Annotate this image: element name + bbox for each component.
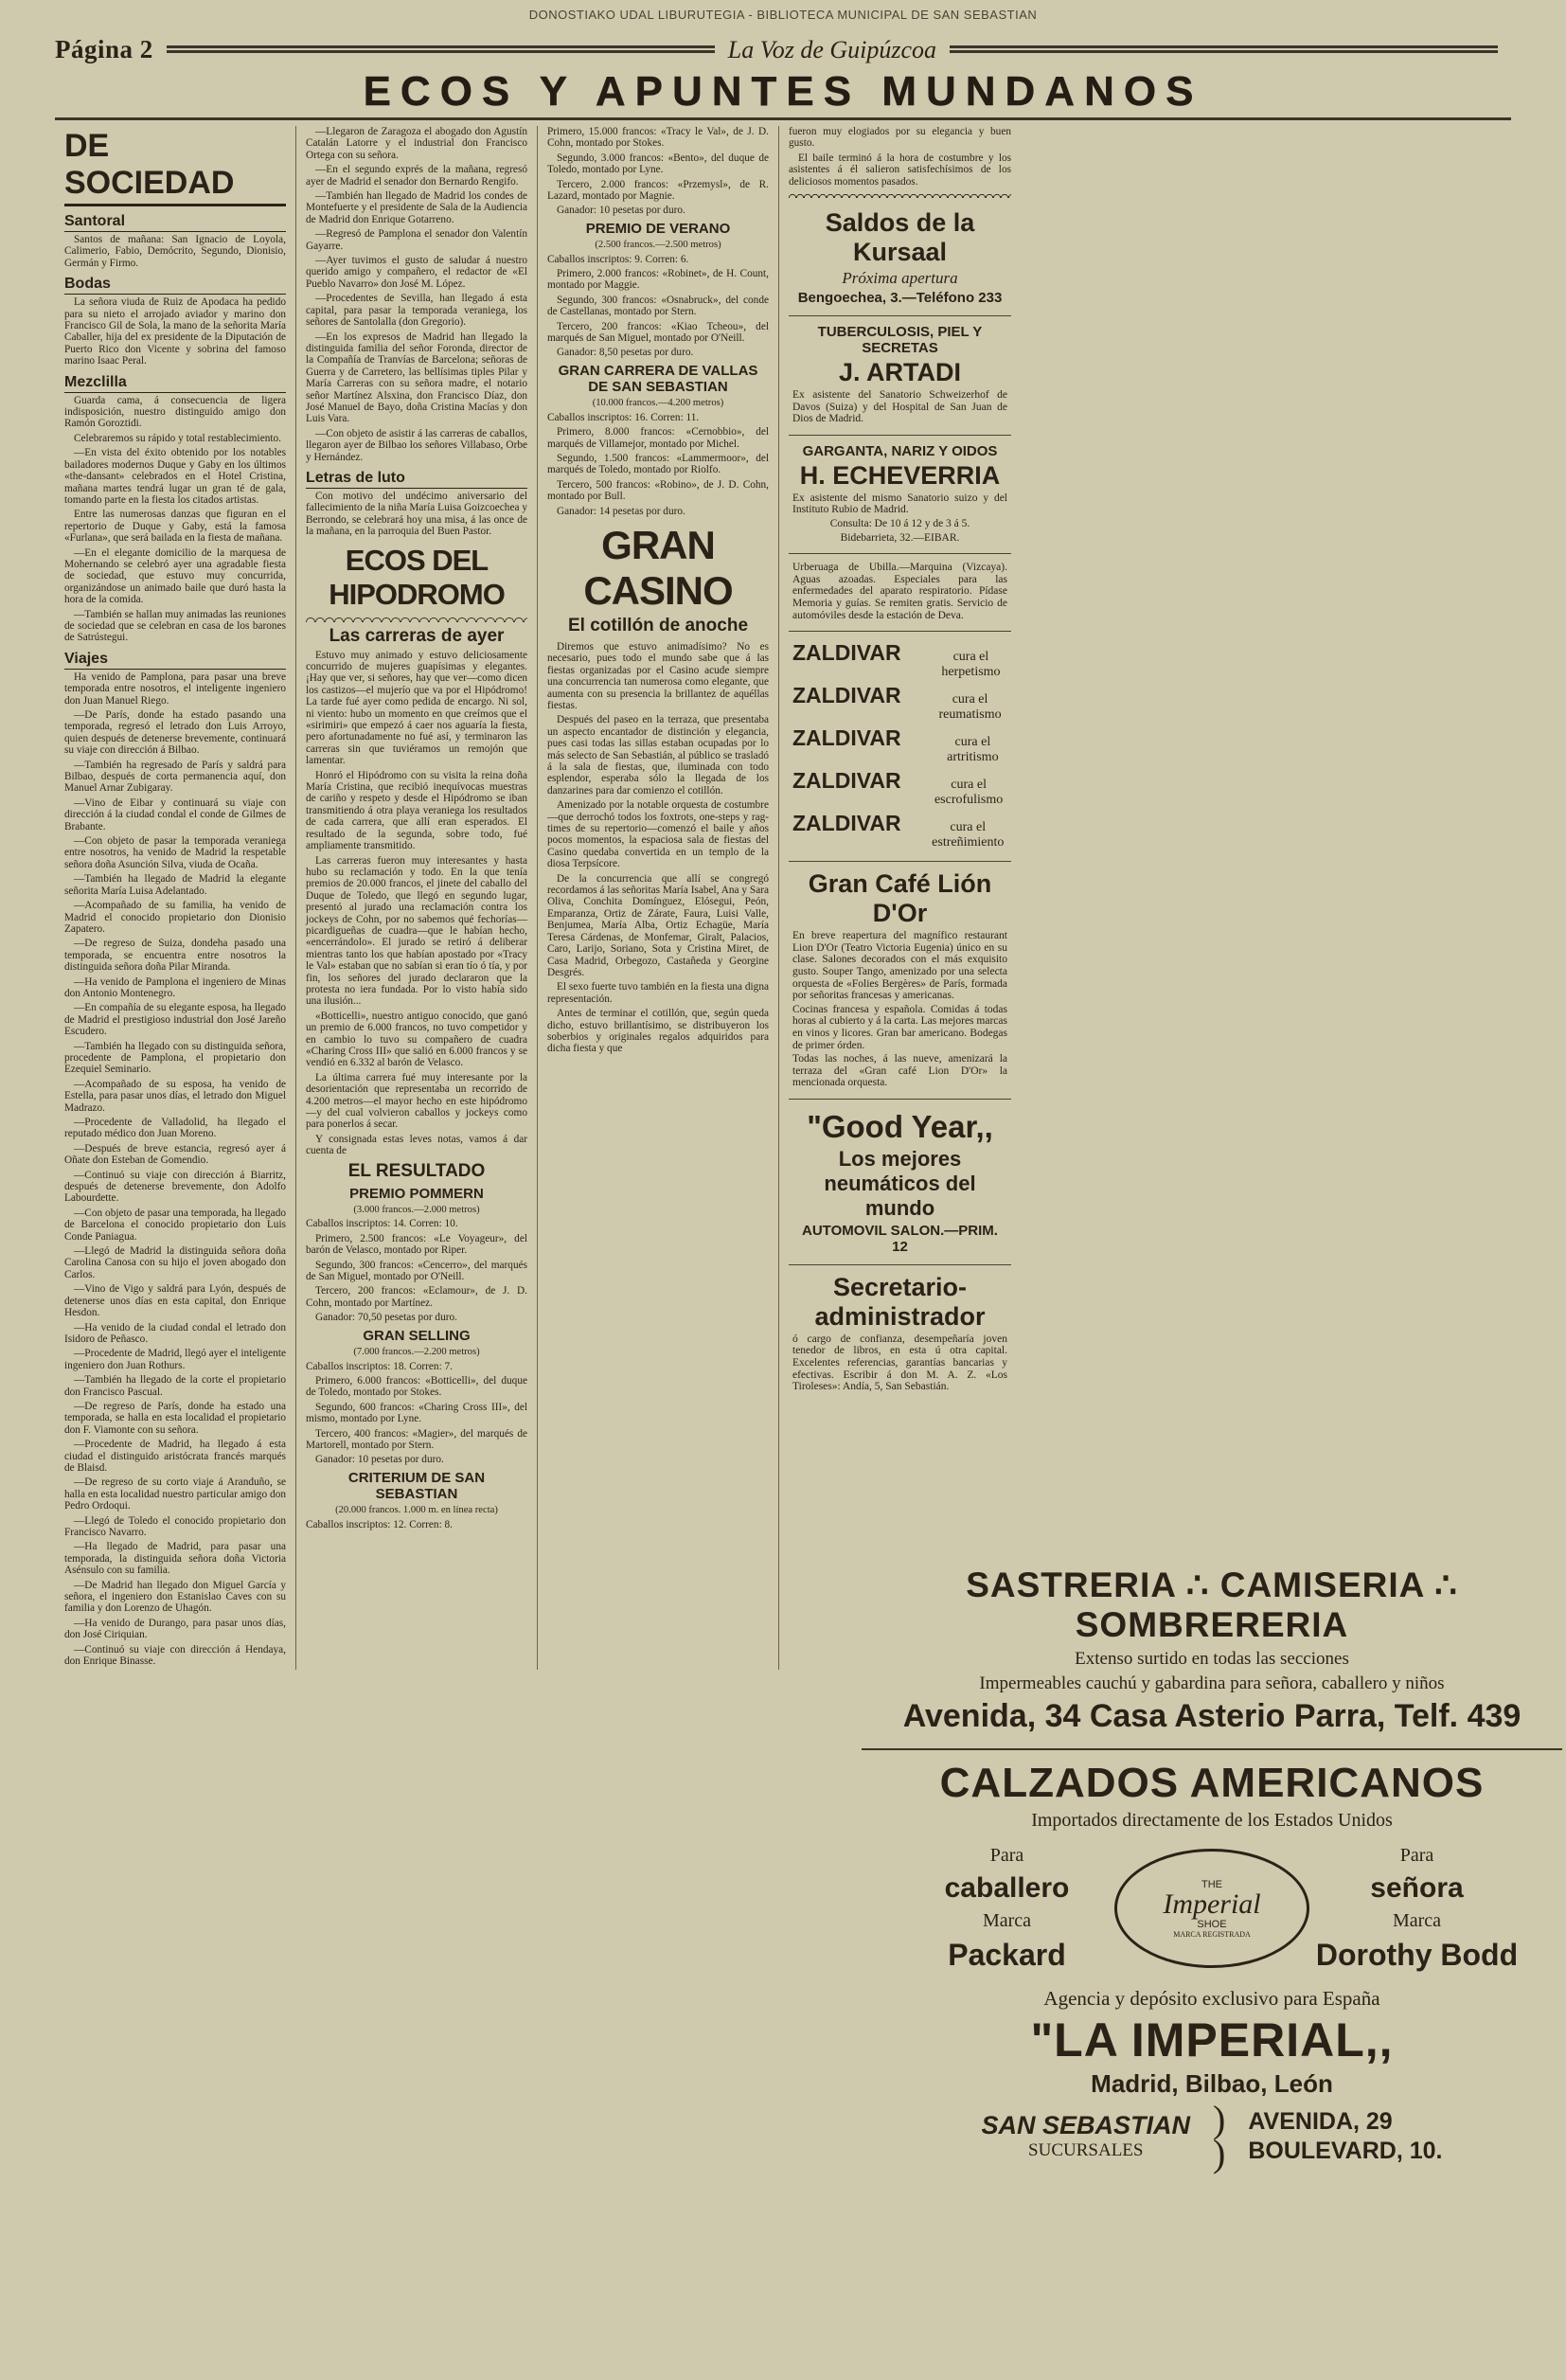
brace-decoration: ) ) bbox=[1213, 2098, 1226, 2174]
imperial-shoe-seal bbox=[1114, 1837, 1309, 1979]
premio-line: Tercero, 200 francos: «Eclamour», de J. D. Cohn, montado por Martínez. bbox=[306, 1285, 527, 1309]
viajes-item: —Procedente de Valladolid, ha llegado el reputado médico don Juan Moreno. bbox=[64, 1117, 286, 1140]
casino-para: Después del paseo en la terraza, que presentaba un aspecto encantador de distinción y elegancia, pues casi todas las sillas estaban ocupadas por lo más selecto de San Sebastián, al público se trasladó á la sala de fiestas, que, iluminada con todo esplendor, esperaba sólo la llegada de los danzarines para dar comienzo el cotillón. bbox=[547, 714, 769, 796]
ad-title: Gran Café Lión D'Or bbox=[808, 869, 992, 928]
viajes-item: Ha venido de Pamplona, para pasar una breve temporada entre nosotros, el inteligente ingeniero don Juan Manuel Riego. bbox=[64, 671, 286, 707]
premio-distance: (7.000 francos.—2.200 metros) bbox=[353, 1346, 480, 1357]
column-2 bbox=[296, 126, 538, 1670]
ad-slogan: Los mejores neumáticos del mundo bbox=[824, 1146, 976, 1220]
casino-para: Antes de terminar el cotillón, que, según queda dicho, estuvo brillantísimo, se distribuyeron los soberbios y originales regalos adquiridos para dicha fiesta y que bbox=[547, 1008, 769, 1055]
society-item: —En los expresos de Madrid han llegado la distinguida familia del señor Foronda, director de la Compañía de Tranvías de Barcelona; señoras de Guerra y de Carretero, las bellísimas tiples Pilar y María Carreras con su señora madre, el notario señor Martínez Alsxina, don Francisco Díaz, don José Manuel de Bayo, doña Cristina Macías y don Luis Vara. bbox=[306, 331, 527, 425]
ad-subtitle: Extenso surtido en todas las secciones bbox=[1075, 1649, 1349, 1669]
viajes-item: —Con objeto de pasar la temporada veraniega entre nosotros, ha venido de Madrid la respetable señora doña Asunción Silva, viuda de Ocaña. bbox=[64, 835, 286, 870]
paper-name: La Voz de Guipúzcoa bbox=[727, 35, 937, 63]
premio-line: Segundo, 1.500 francos: «Lammermoor», del marqués de Toledo, montado por Riolfo. bbox=[547, 452, 769, 476]
mezclilla-p2: Celebraremos su rápido y total restablecimiento. bbox=[74, 432, 281, 444]
carreras-para: Honró el Hipódromo con su visita la reina doña María Cristina, que recibió inequívocas muestras de cariño y respeto y desde el Hipódromo se iban transmitiendo á otra playa veraniega los resultados de cada carrera, que allí eran esperados. El resultado de la segunda, sobre todo, fué ampliamente transmitido. bbox=[306, 769, 527, 852]
ad-consultation-hours: Consulta: De 10 á 12 y de 3 á 5. bbox=[829, 518, 970, 529]
heading-bodas: Bodas bbox=[64, 276, 286, 295]
viajes-item: —De París, donde ha estado pasando una temporada, regresó el letrado don Luis Arroyo, quien después de detenerse brevemente, continuará su viaje con dirección á Bilbao. bbox=[64, 709, 286, 757]
premio-line: Caballos inscriptos: 18. Corren: 7. bbox=[306, 1360, 454, 1372]
casino-continuation: fueron muy elogiados por su elegancia y buen gusto. bbox=[789, 126, 1011, 150]
zaldivar-row bbox=[792, 640, 1007, 680]
label-para: Para bbox=[1399, 1844, 1434, 1866]
viajes-item: —Procedente de Madrid, llegó ayer el inteligente ingeniero don Juan Rothurs. bbox=[64, 1348, 286, 1371]
viajes-item: —Continuó su viaje con dirección á Biarritz, después de detenerse brevemente, don Adolfo Labourdette. bbox=[64, 1169, 286, 1205]
heading-mezclilla: Mezclilla bbox=[64, 374, 286, 393]
ad-description: Cocinas francesa y española. Comidas á todas horas al cubierto y á la carta. Las mejores marcas en vinos y licores. Gran bar americano. Bodegas de primer órden. bbox=[792, 1003, 1007, 1051]
premio-distance: (10.000 francos.—4.200 metros) bbox=[592, 397, 724, 408]
viajes-item: —De Madrid han llegado don Miguel García y señora, el ingeniero don Estanislao Caves con su familia y don Lorenzo de Uhagón. bbox=[64, 1579, 286, 1615]
bodas-text: La señora viuda de Ruiz de Apodaca ha pedido para su nieto el arrojado aviador y marino don Francisco Gil de Sola, la mano de la señorita María Caballer, hija del ex presidente de la Diputación de Puerto Rico don Vicente y sobrina del famoso marino Isaac Peral. bbox=[64, 296, 286, 367]
ad-specialties: TUBERCULOSIS, PIEL Y SECRETAS bbox=[817, 324, 983, 357]
ad-brand: "Good Year,, bbox=[807, 1108, 993, 1144]
carreras-para: «Botticelli», nuestro antiguo conocido, que ganó un premio de 6.000 francos, no tuvo competidor y en cambio lo tuvo su compañero de cuadra «Charing Cross III» que salió en 6.000 francos y se vendió en 6.332 al barón de Velasco. bbox=[306, 1010, 527, 1069]
viajes-item: —Acompañado de su familia, ha venido de Madrid el conocido propietario don Dionisio Zapatero. bbox=[64, 900, 286, 935]
mezclilla-p6: —También se hallan muy animadas las reuniones de sociedad que se celebran en casa de los barones de Satrústegui. bbox=[64, 608, 286, 644]
premio-line: Tercero, 200 francos: «Kiao Tcheou», del marqués de San Miguel, montado por O'Neill. bbox=[547, 320, 769, 345]
ad-subtitle: Próxima apertura bbox=[842, 269, 958, 288]
premio-line: Primero, 2.500 francos: «Le Voyageur», del barón de Velasco, montado por Riper. bbox=[306, 1232, 527, 1257]
viajes-item: —En compañía de su elegante esposa, ha llegado de Madrid el prestigioso industrial don José Jareño Escudero. bbox=[64, 1002, 286, 1038]
mezclilla-p3: —En vista del éxito obtenido por los notables bailadores modernos Duque y Gaby en los últimos «the-dansant» celebrados en el Hotel Cristina, mañana martes tendrá lugar un gran té de gala, tomando parte en la fiesta los citados artistas. bbox=[64, 447, 286, 506]
sucursal-avenida: AVENIDA, 29 bbox=[1248, 2108, 1393, 2135]
viajes-item: —Después de breve estancia, regresó ayer á Oñate don Esteban de Gomendio. bbox=[64, 1142, 286, 1167]
premio-line: Tercero, 400 francos: «Magier», del marqués de Martorell, montado por Stern. bbox=[306, 1427, 527, 1451]
label-caballero: caballero bbox=[944, 1871, 1070, 1904]
heading-las-carreras-de-ayer: Las carreras de ayer bbox=[329, 625, 505, 646]
ad-description: Ex asistente del mismo Sanatorio suizo y del Instituto Rubio de Madrid. bbox=[792, 492, 1007, 516]
premio-line: Caballos inscriptos: 16. Corren: 11. bbox=[547, 411, 700, 423]
ad-echeverria[interactable] bbox=[789, 436, 1011, 554]
premio-line: Ganador: 10 pesetas por duro. bbox=[315, 1454, 444, 1466]
heading-santoral: Santoral bbox=[64, 213, 286, 232]
ad-sastreria[interactable] bbox=[862, 1559, 1562, 1735]
casino-para: Diremos que estuvo animadísimo? No es necesario, pues todo el mundo sabe que á las fiestas organizadas por el Casino acude siempre una concurrencia tan numerosa como elegante, que aumenta con su presencia la brillantez de aquéllas fiestas. bbox=[547, 640, 769, 711]
label-marca: Marca bbox=[982, 1909, 1032, 1931]
premio-line: Caballos inscriptos: 9. Corren: 6. bbox=[547, 253, 689, 265]
viajes-item: —De regreso de Suiza, dondeha pasado una temporada, se encuentra entre nosotros la distinguida señora doña Pilar Miranda. bbox=[64, 938, 286, 974]
decorative-wave-rule bbox=[306, 614, 527, 622]
city-san-sebastian: SAN SEBASTIAN bbox=[981, 2111, 1191, 2139]
zaldivar-name: ZALDIVAR bbox=[792, 768, 901, 794]
premio-line: Segundo, 300 francos: «Osnabruck», del conde de Castellanas, montado por Stern. bbox=[547, 294, 769, 318]
archive-header: DONOSTIAKO UDAL LIBURUTEGIA - BIBLIOTECA MUNICIPAL DE SAN SEBASTIAN bbox=[528, 8, 1038, 22]
viajes-item: —También ha llegado con su distinguida señora, procedente de Pamplona, el propietario don Ezequiel Seminario. bbox=[64, 1040, 286, 1076]
ad-doctor-name: H. ECHEVERRIA bbox=[799, 460, 1001, 490]
zaldivar-name: ZALDIVAR bbox=[792, 683, 901, 708]
premio-distance: (3.000 francos.—2.000 metros) bbox=[353, 1204, 480, 1215]
ad-subtitle: Importados directamente de los Estados Unidos bbox=[1031, 1810, 1393, 1831]
sucursales-right bbox=[1248, 2106, 1442, 2167]
sucursales-row bbox=[862, 2098, 1562, 2174]
zaldivar-claim: cura el reumatismo bbox=[938, 692, 1002, 723]
society-item: —Ayer tuvimos el gusto de saludar á nuestro querido amigo y compañero, el redactor de «El Pueblo Navarro» don José M. López. bbox=[306, 255, 527, 290]
santoral-text: Santos de mañana: San Ignacio de Loyola, Calimerio, Fabio, Demócrito, Segundo, Dionisio, Germán y Firmo. bbox=[64, 234, 286, 269]
mezclilla-p4: Entre las numerosas danzas que figuran en el repertorio de Duque y Gaby, está la famosa «Furlana», que será bailada en la fiesta de mañana. bbox=[64, 509, 286, 545]
viajes-item: —Ha llegado de Madrid, para pasar una temporada, la distinguida señora doña Victoria Asénsulo con su familia. bbox=[64, 1541, 286, 1577]
premio-line: Segundo, 300 francos: «Cencerro», del marqués de San Miguel, montado por O'Neill. bbox=[306, 1259, 527, 1283]
society-item: —Procedentes de Sevilla, han llegado á esta capital, para pasar la temporada veraniega, los señores de Santolalla (don Gregorio). bbox=[306, 293, 527, 329]
ad-description: ó cargo de confianza, desempeñaría joven tenedor de libros, en esta ú otra capital. Excelentes referencias, garantías bancarias y efectivas. Escribir á don M. A. Z. «Los Tiroleses»: Andía, 5, San Sebastián. bbox=[792, 1333, 1007, 1393]
heading-viajes: Viajes bbox=[64, 651, 286, 670]
ad-description: Urberuaga de Ubilla.—Marquina (Vizcaya). Aguas azoadas. Especiales para las enfermedades del aparato respiratorio. Pídase Memoria y guías. Se remiten gratis. Servicio de automóviles desde la estación de Deva. bbox=[792, 562, 1007, 621]
viajes-item: —Acompañado de su esposa, ha venido de Estella, para pasar unos días, el letrado don Miguel Madrazo. bbox=[64, 1078, 286, 1114]
shoe-brands bbox=[862, 1837, 1562, 1979]
label-sucursales: SUCURSALES bbox=[1028, 2140, 1144, 2160]
zaldivar-claim: cura el estreñimiento bbox=[932, 820, 1005, 850]
ad-secretario-administrador[interactable] bbox=[789, 1265, 1011, 1403]
column-1 bbox=[55, 126, 296, 1670]
result-line: Primero, 15.000 francos: «Tracy le Val», de J. D. Cohn, montado por Stokes. bbox=[547, 126, 769, 150]
ad-address: Bidebarrieta, 32.—EIBAR. bbox=[840, 531, 960, 544]
brand-dorothy-bodd: Dorothy Bodd bbox=[1315, 1937, 1519, 1972]
premio-distance: (2.500 francos.—2.500 metros) bbox=[595, 239, 721, 250]
columns bbox=[27, 126, 1539, 1670]
premio-line: Tercero, 500 francos: «Robino», de J. D. Cohn, montado por Bull. bbox=[547, 478, 769, 503]
society-item: —Regresó de Pamplona el senador don Valentín Gayarre. bbox=[306, 228, 527, 252]
ad-kursaal[interactable] bbox=[789, 201, 1011, 316]
zaldivar-name: ZALDIVAR bbox=[792, 725, 901, 751]
label-marca: Marca bbox=[1392, 1909, 1442, 1931]
ad-description: Todas las noches, á las nueve, amenizará la terraza del «Gran café Lion D'Or» la mencionada orquesta. bbox=[792, 1053, 1007, 1089]
ad-title: CALZADOS AMERICANOS bbox=[939, 1760, 1485, 1806]
viajes-item: —De regreso de su corto viaje á Aranduño, se halla en esta localidad nuestro particular amigo don Pedro Ordoqui. bbox=[64, 1476, 286, 1512]
viajes-item: —Vino de Vigo y saldrá para Lyón, después de detenerse unos días en esta capital, don Enrique Hesdon. bbox=[64, 1283, 286, 1319]
mezclilla-p1: Guarda cama, á consecuencia de ligera indisposición, nuestro distinguido amigo don Ramón Goroztidi. bbox=[64, 394, 286, 430]
seal-brand: Imperial bbox=[1163, 1888, 1261, 1920]
heading-ecos-del-hipodromo: ECOS DEL HIPODROMO bbox=[329, 543, 505, 611]
viajes-item: —Llegó de Madrid la distinguida señora doña Carolina Canosa con su hijo el joven abogado don Carlos. bbox=[64, 1245, 286, 1280]
ad-goodyear[interactable] bbox=[789, 1100, 1011, 1265]
heading-el-resultado: EL RESULTADO bbox=[347, 1160, 486, 1181]
zaldivar-row bbox=[792, 811, 1007, 850]
viajes-item: —Llegó de Toledo el conocido propietario don Francisco Navarro. bbox=[64, 1514, 286, 1538]
result-line: Segundo, 3.000 francos: «Bento», del duque de Toledo, montado por Lyne. bbox=[547, 152, 769, 176]
section-rule bbox=[55, 117, 1511, 120]
ad-description: En breve reapertura del magnífico restaurant Lion D'Or (Teatro Victoria Eugenia) único en su clase. Salones decorados con el más exquisito gusto. Souper Tango, amenizado por una selecta orquesta de «Folies Bergères» de París, formada por señoritas francesas y americanas. bbox=[792, 930, 1007, 1002]
society-item: —Llegaron de Zaragoza el abogado don Agustín Catalán Latorre y el industrial don Francisco Ortega con su señora. bbox=[306, 126, 527, 161]
shoe-col-senora bbox=[1309, 1839, 1524, 1978]
premio-distance: (20.000 francos. 1.000 m. en línea recta) bbox=[335, 1504, 498, 1515]
viajes-item: —Continuó su viaje con dirección á Hendaya, don Enrique Binasse. bbox=[64, 1643, 286, 1668]
premio-line: Caballos inscriptos: 12. Corren: 8. bbox=[306, 1518, 454, 1530]
heading-cotillon: El cotillón de anoche bbox=[567, 615, 749, 635]
ad-agency-line: Agencia y depósito exclusivo para España bbox=[1043, 1987, 1380, 2010]
premio-line: Ganador: 8,50 pesetas por duro. bbox=[557, 347, 694, 359]
ad-address: Avenida, 34 Casa Asterio Parra, Telf. 439 bbox=[902, 1698, 1522, 1734]
seal-the: THE bbox=[1201, 1878, 1222, 1890]
casino-continuation: El baile terminó á la hora de costumbre y los asistentes á él salieron satisfechísimos de los deliciosos momentos pasados. bbox=[789, 152, 1011, 188]
ad-title: SASTRERIA ∴ CAMISERIA ∴ SOMBRERERIA bbox=[966, 1566, 1458, 1644]
ad-doctor-name: J. ARTADI bbox=[838, 358, 961, 387]
ad-subtitle-2: Impermeables cauchú y gabardina para señora, caballero y niños bbox=[979, 1673, 1445, 1693]
page-number: Página 2 bbox=[55, 35, 153, 63]
section-title: ECOS Y APUNTES MUNDANOS bbox=[363, 68, 1203, 115]
premio-line: Primero, 2.000 francos: «Robinet», de H. Count, montado por Maggie. bbox=[547, 268, 769, 292]
seal-registered: MARCA REGISTRADA bbox=[1173, 1929, 1251, 1939]
carreras-para: La última carrera fué muy interesante por la desorientación que representaba un recorrido de 4.200 metros—el mayor hecho en este hipódromo—y del cual volvieron caballos y jockeys como para ponerlos á secar. bbox=[306, 1071, 527, 1131]
premio-name: PREMIO POMMERN bbox=[349, 1185, 484, 1202]
result-line: Ganador: 10 pesetas por duro. bbox=[557, 205, 685, 217]
ad-address: AUTOMOVIL SALON.—PRIM. 12 bbox=[802, 1222, 998, 1255]
column-3 bbox=[538, 126, 779, 1670]
zaldivar-claim: cura el escrofulismo bbox=[934, 778, 1004, 808]
premio-name: PREMIO DE VERANO bbox=[585, 220, 731, 237]
zaldivar-row bbox=[792, 768, 1007, 808]
viajes-item: —De regreso de París, donde ha estado una temporada, se halla en esta localidad el propietario don F. Viamonte con su señora. bbox=[64, 1400, 286, 1436]
heading-gran-casino: GRAN CASINO bbox=[583, 522, 733, 613]
heading-letras-de-luto: Letras de luto bbox=[306, 470, 527, 489]
zaldivar-row bbox=[792, 683, 1007, 723]
premio-line: Caballos inscriptos: 14. Corren: 10. bbox=[306, 1218, 458, 1230]
society-item: —En el segundo exprés de la mañana, regresó ayer de Madrid el senador don Bernardo Rengifo. bbox=[306, 164, 527, 188]
viajes-item: —Vino de Eibar y continuará su viaje con dirección á la ciudad condal el conde de Gilmes de Brabante. bbox=[64, 796, 286, 832]
ad-specialties: GARGANTA, NARIZ Y OIDOS bbox=[802, 442, 998, 459]
decorative-wave-rule bbox=[789, 190, 1011, 198]
viajes-item: —Ha venido de Durango, para pasar unos días, don José Ciriquian. bbox=[64, 1617, 286, 1641]
ad-title: Secretario-administrador bbox=[814, 1272, 986, 1331]
seal-oval bbox=[1114, 1849, 1309, 1968]
zaldivar-name: ZALDIVAR bbox=[792, 811, 901, 836]
carreras-para: Y consignada estas leves notas, vamos á dar cuenta de bbox=[306, 1133, 527, 1157]
result-line: Tercero, 2.000 francos: «Przemysl», de R. Lazard, montado por Magnie. bbox=[547, 178, 769, 203]
masthead-rule-right bbox=[950, 45, 1498, 55]
heading-de-sociedad: DE SOCIEDAD bbox=[64, 128, 286, 206]
carreras-para: Estuvo muy animado y estuvo deliciosamente concurrido de mujeres guapísimas y elegantes. ¡Hay que ver, si señores, hay que ver—como dicen los castizos—el mujerío que va por el Hipódromo! La tarde fué ayer como pedida de encargo. Ni sol, ni viento: hubo un momento en que creímos que el «sirimiri» que empezó á caer nos aguaría la fiesta, pero afortunadamente no fué así, y terminaron las carreras sin que tuviéramos un remojón que lamentar. bbox=[306, 649, 527, 767]
ad-lion-dor[interactable] bbox=[789, 862, 1011, 1100]
zaldivar-row bbox=[792, 725, 1007, 765]
ad-urberuaga-ubilla[interactable] bbox=[789, 554, 1011, 632]
ad-address: Bengoechea, 3.—Teléfono 233 bbox=[797, 290, 1003, 307]
premio-name: CRITERIUM DE SAN SEBASTIAN bbox=[347, 1469, 486, 1502]
premio-line: Primero, 8.000 francos: «Cernobbio», del marqués de Villamejor, montado por Michel. bbox=[547, 426, 769, 450]
viajes-item: —Procedente de Madrid, ha llegado á esta ciudad el distinguido aristócrata francés marqués de Blaisd. bbox=[64, 1439, 286, 1474]
premio-line: Primero, 6.000 francos: «Botticelli», del duque de Toledo, montado por Stokes. bbox=[306, 1374, 527, 1399]
premio-name: GRAN CARRERA DE VALLAS DE SAN SEBASTIAN bbox=[558, 362, 758, 395]
casino-para: El sexo fuerte tuvo también en la fiesta una digna representación. bbox=[547, 981, 769, 1005]
casino-para: Amenizado por la notable orquesta de costumbre—que derrochó todos los foxtrots, one-steps y rag-times de su repertorio—comenzó el baile y años pocos momentos, la espaciosa sala de fiestas del Casino quedaba convertida en un templo de la diosa Terpsícore. bbox=[547, 799, 769, 870]
ad-zaldivar[interactable] bbox=[789, 632, 1011, 862]
ad-brand: "LA IMPERIAL,, bbox=[1030, 2013, 1394, 2067]
viajes-item: —Con objeto de pasar una temporada, ha llegado de Barcelona el conocido propietario don Luis Conde Paniagua. bbox=[64, 1207, 286, 1243]
brand-packard: Packard bbox=[948, 1937, 1066, 1972]
zaldivar-name: ZALDIVAR bbox=[792, 640, 901, 666]
masthead-rule-left bbox=[167, 45, 715, 55]
mezclilla-p5: —En el elegante domicilio de la marquesa de Mohernando se celebró ayer una agradable fiesta de sociedad, que estuvo muy concurrida, organizándose un animado baile que duró hasta la hora de la comida. bbox=[64, 546, 286, 606]
ad-title: Saldos de la Kursaal bbox=[825, 208, 975, 267]
sucursal-boulevard: BOULEVARD, 10. bbox=[1248, 2138, 1443, 2164]
zaldivar-claim: cura el artritismo bbox=[947, 735, 999, 765]
viajes-item: —Ha venido de la ciudad condal el letrado don Isidoro de Peñasco. bbox=[64, 1321, 286, 1345]
society-item: —Con objeto de asistir á las carreras de caballos, llegaron ayer de Bilbao los señores Villabaso, Orbe y Hernández. bbox=[306, 427, 527, 463]
luto-text: Con motivo del undécimo aniversario del fallecimiento de la niña María Luisa Goizcoechea y Berrondo, se celebrará hoy una misa, á las once de la mañana, en la parroquia del Buen Pastor. bbox=[306, 490, 527, 538]
carreras-para: Las carreras fueron muy interesantes y hasta hubo su reclamación y todo. En la que tenía premios de 20.000 francos, el jinete del caballo del Duque de Toledo, que llegó en segundo lugar, presentó al jurado una reclamación contra los jockeys de Cohn, por no sabemos qué fechorías—picardigueñas de cuadra—que le habían hecho, «encerrándolo». El jurado se retiró á deliberar mientras tanto los que habían apostado por «Tracy le Val» estaban que no sabían si eran tío ó tía, y por fin, los señores del jurado declararon que la protesta no iera fundada. Por lo visto había sido una ilusión... bbox=[306, 854, 527, 1008]
casino-para: De la concurrencia que allí se congregó recordamos á las señoritas María Isabel, Ana y Sara Oliva, Conchita Domínguez, Elósegui, Peón, Emparanza, Ortiz de Zárate, Faura, Luisi Valle, Benjumea, María Alba, Ortiz Echagüe, María Teresa Cárdenas, de Monfemar, Giralt, Palacios, Caro, Larijo, Soriano, Sota y Cristina Miret, de Casa Madrid, Orbegozo, Castañeda y Georgine Desgrés. bbox=[547, 872, 769, 978]
shoe-col-caballero bbox=[899, 1839, 1114, 1978]
viajes-item: —Ha venido de Pamplona el ingeniero de Minas don Antonio Montenegro. bbox=[64, 975, 286, 999]
label-para: Para bbox=[989, 1844, 1024, 1866]
ad-artadi[interactable] bbox=[789, 316, 1011, 436]
zaldivar-claim: cura el herpetismo bbox=[941, 650, 1001, 680]
ad-cities: Madrid, Bilbao, León bbox=[1091, 2069, 1333, 2098]
premio-name: GRAN SELLING bbox=[363, 1327, 471, 1344]
viajes-item: —También ha regresado de París y saldrá para Bilbao, después de corta permanencia aquí, don Manuel Arnar Zubigaray. bbox=[64, 759, 286, 795]
viajes-item: —También ha llegado de la corte el propietario don Francisco Pascual. bbox=[64, 1374, 286, 1398]
viajes-item: —También ha llegado de Madrid la elegante señorita María Luisa Adelantado. bbox=[64, 873, 286, 897]
seal-shoe: SHOE bbox=[1197, 1918, 1227, 1930]
premio-line: Ganador: 14 pesetas por duro. bbox=[557, 505, 685, 517]
masthead bbox=[27, 31, 1539, 66]
ad-calzados-americanos[interactable] bbox=[862, 1748, 1562, 2174]
society-item: —También han llegado de Madrid los condes de Montefuerte y el presidente de Sala de la Audiencia de Madrid don Enrique Gotarreno. bbox=[306, 190, 527, 225]
premio-line: Ganador: 70,50 pesetas por duro. bbox=[315, 1312, 457, 1324]
premio-line: Segundo, 600 francos: «Charing Cross III», del mismo, montado por Lyne. bbox=[306, 1401, 527, 1425]
label-senora: señora bbox=[1370, 1871, 1464, 1904]
column-4-ads bbox=[779, 126, 1021, 1670]
sucursales-left bbox=[982, 2111, 1191, 2162]
ad-description: Ex asistente del Sanatorio Schweizerhof de Davos (Suiza) y del Hospital de San Juan de Dios de Madrid. bbox=[792, 389, 1007, 425]
